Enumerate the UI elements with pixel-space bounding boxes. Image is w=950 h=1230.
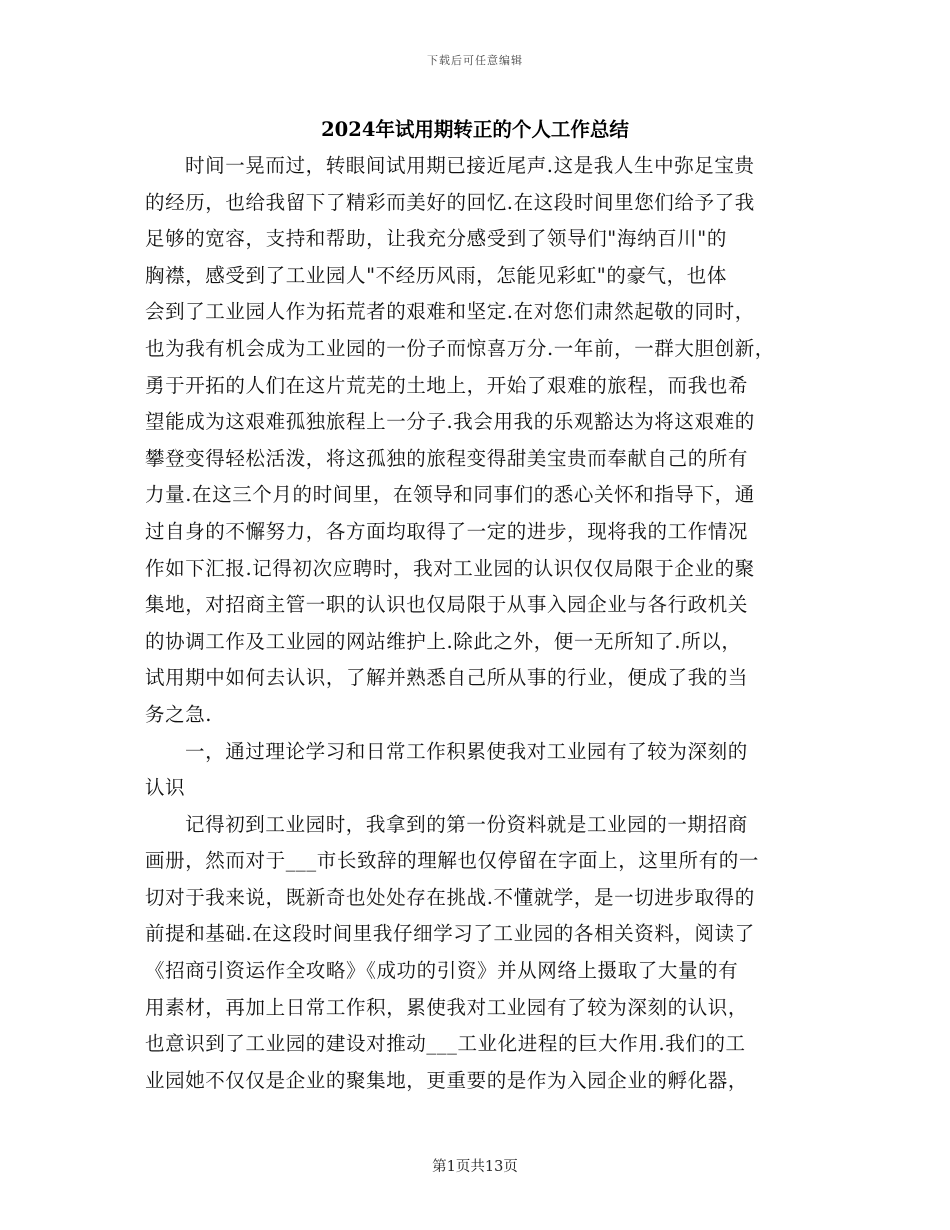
header-note: 下载后可任意编辑 bbox=[427, 54, 523, 67]
paragraph-line: 过自身的不懈努力，各方面均取得了一定的进步，现将我的工作情况 bbox=[145, 519, 749, 543]
paragraph-line: 的协调工作及工业园的网站维护上.除此之外，便一无所知了.所以， bbox=[145, 629, 742, 653]
paragraph-line: 攀登变得轻松活泼，将这孤独的旅程变得甜美宝贵而奉献自己的所有 bbox=[145, 446, 749, 470]
section-heading-line: 认识 bbox=[145, 776, 186, 800]
paragraph-line: 时间一晃而过，转眼间试用期已接近尾声.这是我人生中弥足宝贵 bbox=[185, 154, 755, 177]
paragraph-line: 《招商引资运作全攻略》《成功的引资》并从网络上摄取了大量的有 bbox=[145, 959, 739, 983]
page-footer: 第1页共13页 bbox=[432, 1159, 518, 1175]
document-title: 2024年试用期转正的个人工作总结 bbox=[321, 118, 629, 141]
paragraph-line: 力量.在这三个月的时间里，在领导和同事们的悉心关怀和指导下，通 bbox=[145, 483, 755, 507]
document-body bbox=[145, 148, 810, 1099]
paragraph-line: 会到了工业园人作为拓荒者的艰难和坚定.在对您们肃然起敬的同时， bbox=[145, 300, 755, 324]
paragraph-line: 业园她不仅仅是企业的聚集地，更重要的是作为入园企业的孵化器， bbox=[145, 1068, 749, 1092]
section-heading-line: 一，通过理论学习和日常工作积累使我对工业园有了较为深刻的 bbox=[185, 739, 748, 763]
paragraph-line: 也为我有机会成为工业园的一份子而惊喜万分.一年前，一群大胆创新， bbox=[145, 336, 775, 360]
paragraph-line: 作如下汇报.记得初次应聘时，我对工业园的认识仅仅局限于企业的聚 bbox=[145, 556, 755, 580]
paragraph-line: 画册，然而对于___市长致辞的理解也仅停留在字面上，这里所有的一 bbox=[145, 849, 759, 873]
paragraph-line: 胸襟，感受到了工业园人"不经历风雨，怎能见彩虹"的豪气，也体 bbox=[145, 263, 727, 287]
paragraph-line: 的经历，也给我留下了精彩而美好的回忆.在这段时间里您们给予了我 bbox=[145, 190, 755, 214]
paragraph-line: 勇于开拓的人们在这片荒芜的土地上，开始了艰难的旅程，而我也希 bbox=[145, 373, 749, 397]
paragraph-line: 前提和基础.在这段时间里我仔细学习了工业园的各相关资料，阅读了 bbox=[145, 922, 755, 946]
paragraph-line: 足够的宽容，支持和帮助，让我充分感受到了领导们"海纳百川"的 bbox=[145, 227, 727, 251]
paragraph-line: 记得初到工业园时，我拿到的第一份资料就是工业园的一期招商 bbox=[185, 812, 748, 836]
paragraph-line: 集地，对招商主管一职的认识也仅局限于从事入园企业与各行政机关 bbox=[145, 593, 749, 617]
paragraph-line: 用素材，再加上日常工作积，累使我对工业园有了较为深刻的认识， bbox=[145, 995, 749, 1019]
paragraph-line: 切对于我来说，既新奇也处处存在挑战.不懂就学，是一切进步取得的 bbox=[145, 885, 755, 909]
paragraph-line: 望能成为这艰难孤独旅程上一分子.我会用我的乐观豁达为将这艰难的 bbox=[145, 410, 755, 434]
paragraph-line: 试用期中如何去认识，了解并熟悉自己所从事的行业，便成了我的当 bbox=[145, 666, 749, 690]
paragraph-line: 务之急. bbox=[145, 702, 213, 726]
paragraph-line: 也意识到了工业园的建设对推动___工业化进程的巨大作用.我们的工 bbox=[145, 1032, 746, 1056]
